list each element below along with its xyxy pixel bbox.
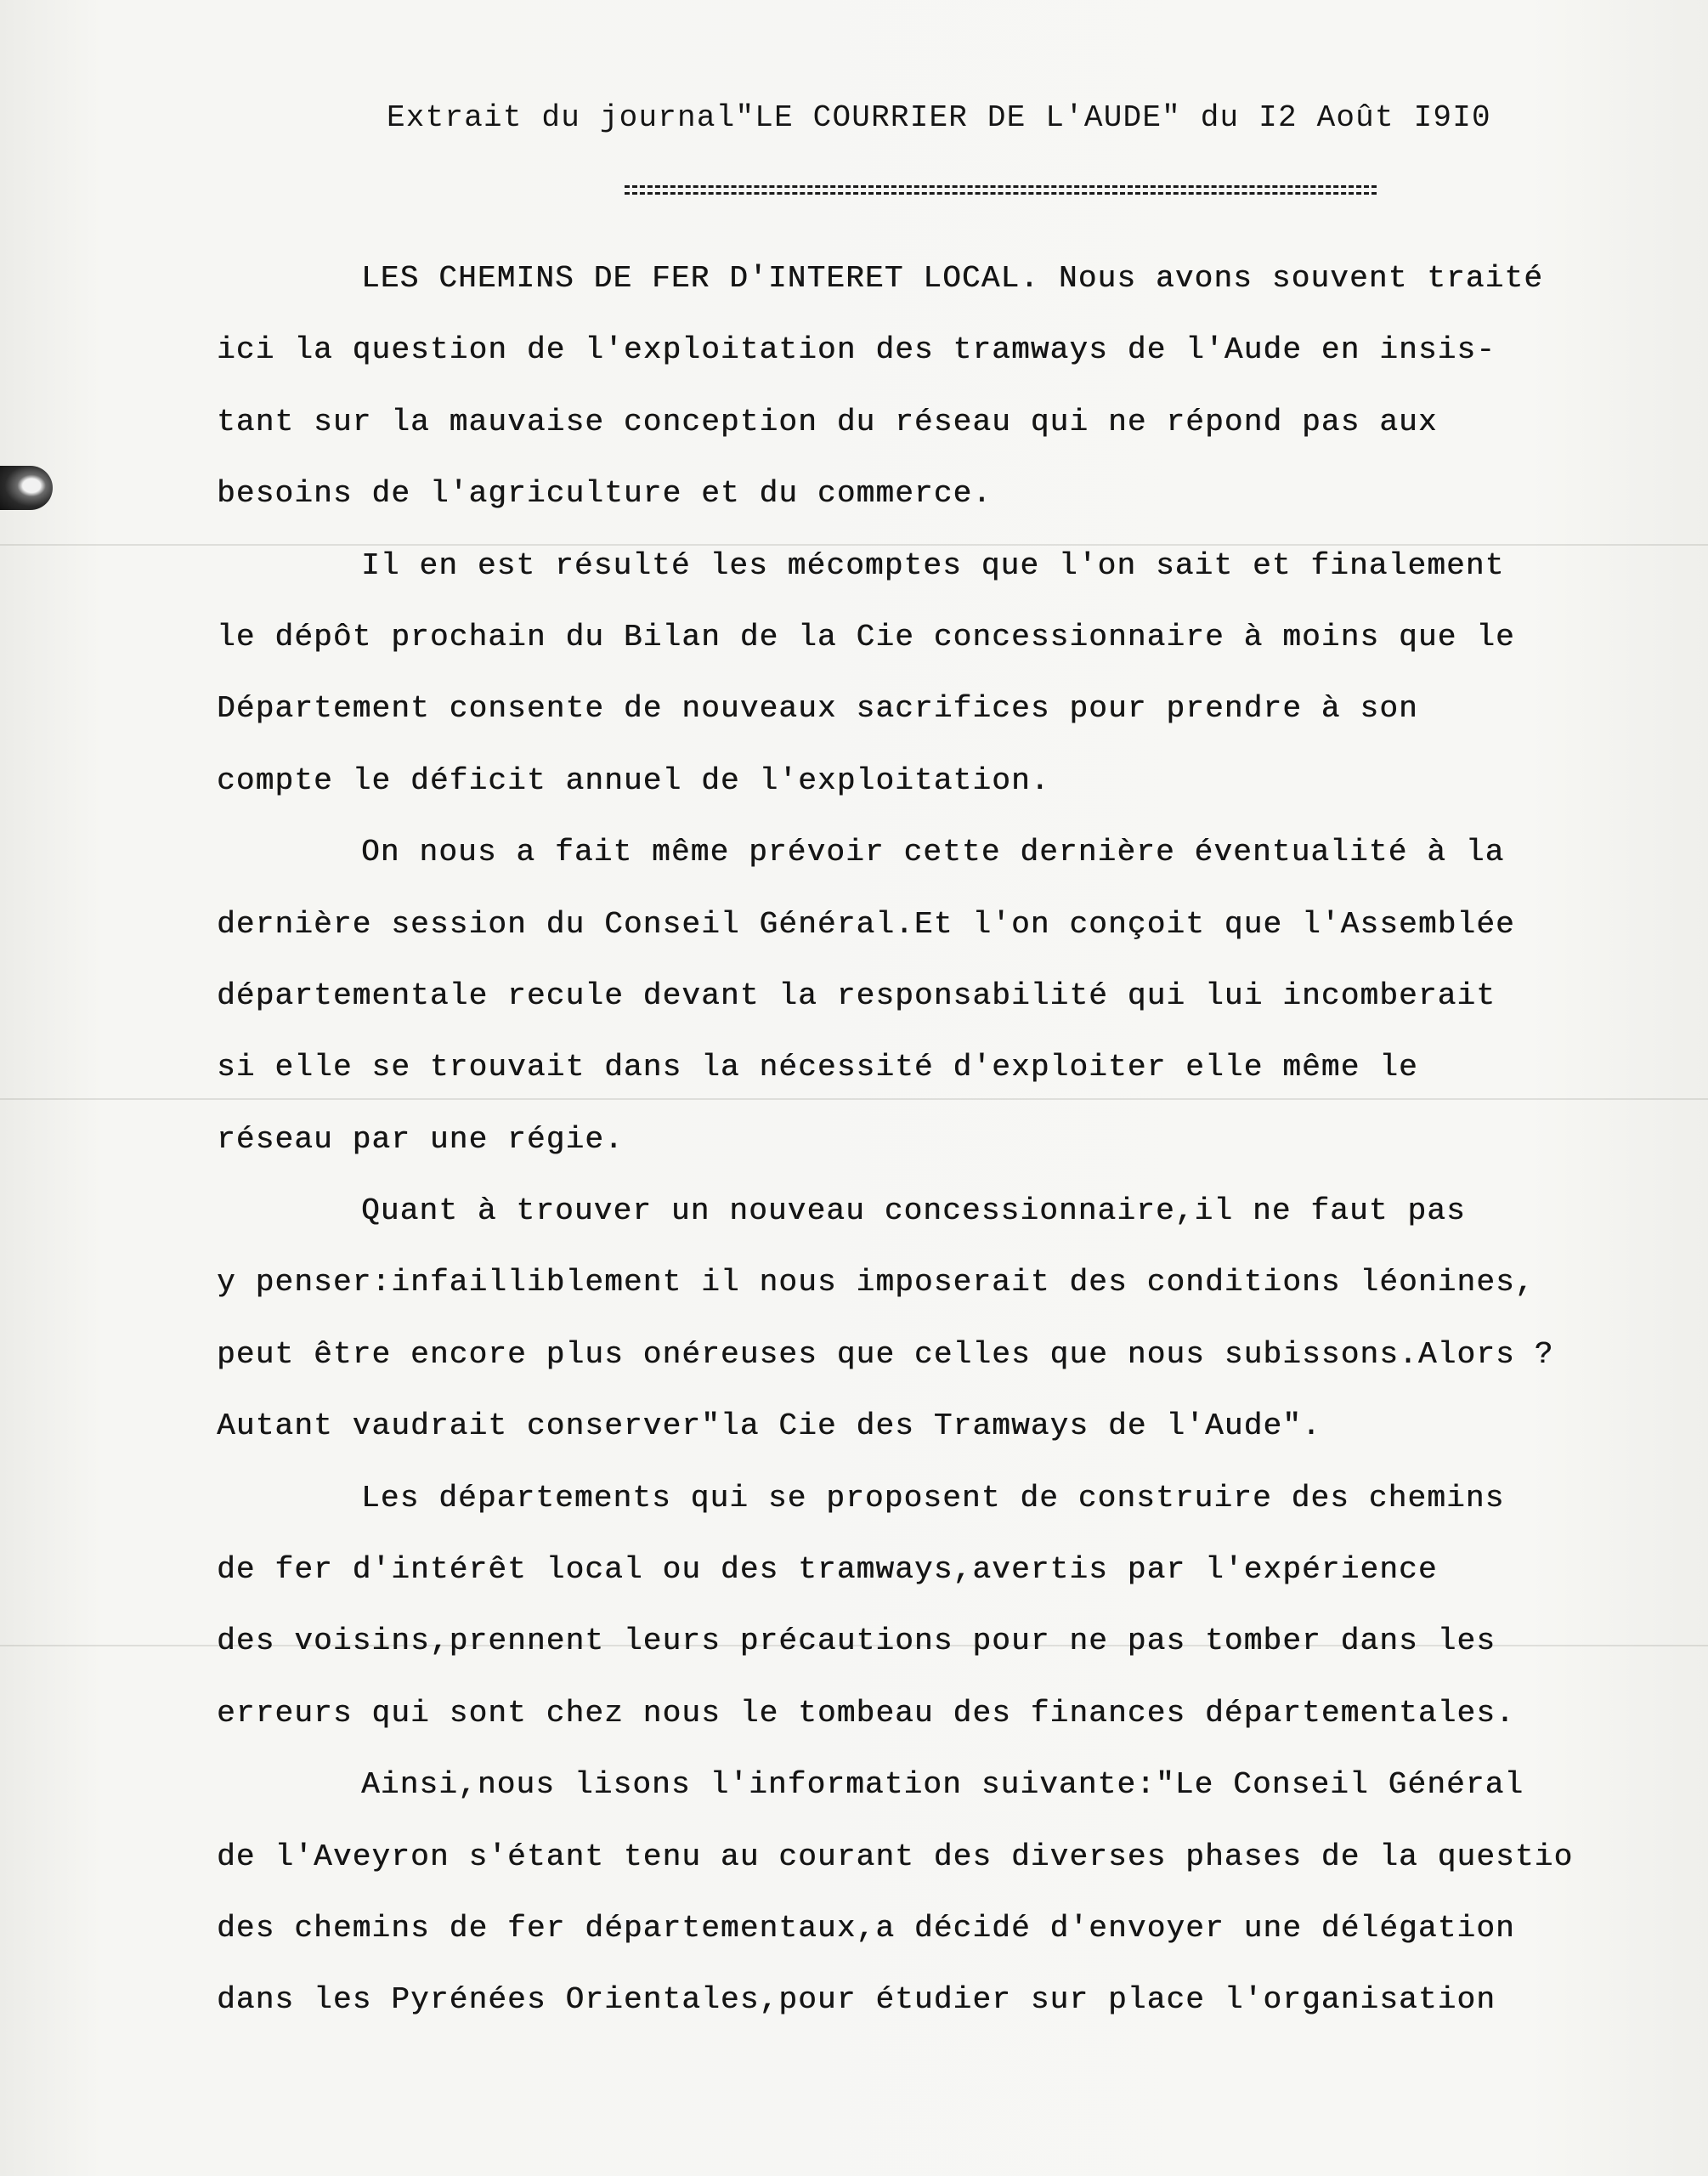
- heading-underline-rule: [625, 185, 1377, 195]
- text-line: dernière session du Conseil Général.Et l'on conçoit que l'Assemblée: [217, 906, 1515, 942]
- text-line: dans les Pyrénées Orientales,pour étudier sur place l'organisation: [217, 1982, 1496, 2018]
- staple-icon: [0, 466, 53, 510]
- text-line: le dépôt prochain du Bilan de la Cie concessionnaire à moins que le: [217, 619, 1515, 654]
- text-line: compte le déficit annuel de l'exploitation.: [217, 762, 1050, 798]
- document-heading: Extrait du journal"LE COURRIER DE L'AUDE" du I2 Août I9I0: [387, 100, 1491, 135]
- text-line: départementale recule devant la responsabilité qui lui incomberait: [217, 978, 1496, 1013]
- text-line: LES CHEMINS DE FER D'INTERET LOCAL. Nous avons souvent traité: [361, 261, 1544, 296]
- text-line: y penser:infailliblement il nous imposerait des conditions léonines,: [217, 1265, 1535, 1300]
- text-line: de l'Aveyron s'étant tenu au courant des diverses phases de la questio: [217, 1839, 1574, 1874]
- text-line: réseau par une régie.: [217, 1121, 624, 1157]
- text-line: Autant vaudrait conserver"la Cie des Tramways de l'Aude".: [217, 1408, 1321, 1444]
- text-line: Quant à trouver un nouveau concessionnaire,il ne faut pas: [361, 1193, 1466, 1229]
- text-line: Il en est résulté les mécomptes que l'on sait et finalement: [361, 547, 1505, 583]
- text-line: si elle se trouvait dans la nécessité d'exploiter elle même le: [217, 1050, 1418, 1085]
- text-line: tant sur la mauvaise conception du réseau qui ne répond pas aux: [217, 404, 1438, 439]
- text-line: Ainsi,nous lisons l'information suivante:"Le Conseil Général: [361, 1767, 1524, 1803]
- text-line: peut être encore plus onéreuses que celles que nous subissons.Alors ?: [217, 1336, 1554, 1372]
- text-line: des voisins,prennent leurs précautions pour ne pas tomber dans les: [217, 1624, 1496, 1659]
- text-line: erreurs qui sont chez nous le tombeau des finances départementales.: [217, 1695, 1515, 1731]
- text-line: ici la question de l'exploitation des tramways de l'Aude en insis-: [217, 332, 1496, 368]
- article-body: [217, 243, 1678, 2037]
- text-line: Département consente de nouveaux sacrifices pour prendre à son: [217, 691, 1418, 727]
- text-line: de fer d'intérêt local ou des tramways,avertis par l'expérience: [217, 1552, 1438, 1588]
- text-line: besoins de l'agriculture et du commerce.: [217, 476, 993, 512]
- text-line: On nous a fait même prévoir cette dernière éventualité à la: [361, 835, 1505, 870]
- text-line: des chemins de fer départementaux,a décidé d'envoyer une délégation: [217, 1910, 1515, 1946]
- text-line: Les départements qui se proposent de construire des chemins: [361, 1480, 1505, 1516]
